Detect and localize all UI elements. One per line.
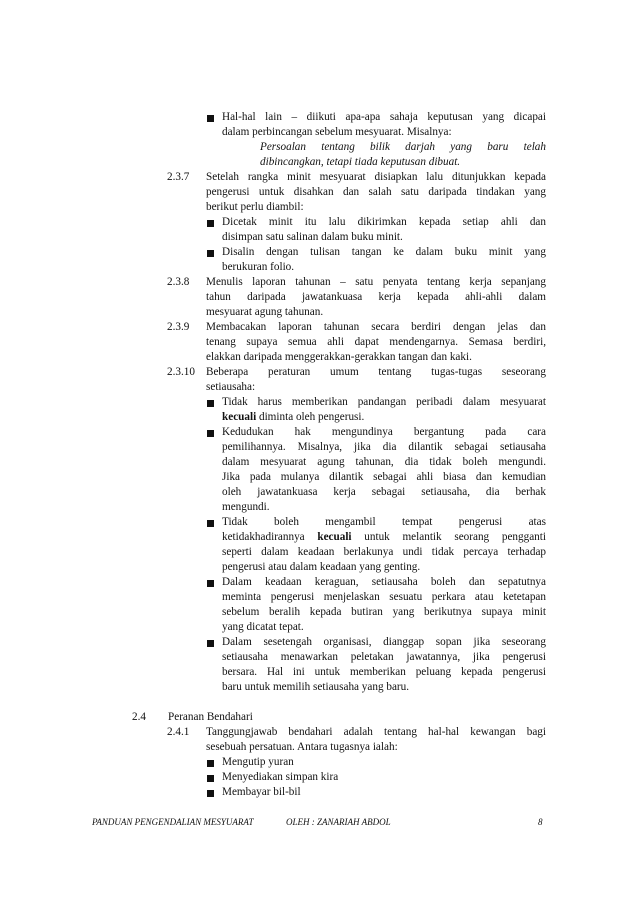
section-number: 2.3.10 [167,366,195,378]
paragraph-line: tahun daripada jawatankuasa kerja kepada ahli-ahli dalam [206,291,546,303]
section-number: 2.4 [132,711,146,723]
paragraph-line: mesyuarat agung tahunan. [206,306,324,318]
example-line: Persoalan tentang bilik darjah yang baru telah [260,141,546,153]
paragraph-line: Tidak harus memberikan pandangan peribadi dalam mesyuarat [222,396,546,408]
section-number: 2.3.7 [167,171,190,183]
paragraph-line: Jika pada mulanya dilantik sebagai ahli biasa dan kemudian [222,471,546,483]
paragraph-line: pengerusi untuk disahkan dan salah satu daripada tindakan yang [206,186,546,198]
section-number: 2.3.9 [167,321,190,333]
paragraph-line: disimpan satu salinan dalam buku minit. [222,231,403,243]
paragraph-line: setiausaha: [206,381,256,393]
emphasis-text: kecuali [222,411,257,423]
paragraph-line: pemilihannya. Misalnya, jika dia dilantik sebagai setiausaha [222,441,546,453]
paragraph-text: ketidakhadirannya [222,531,318,543]
bullet-icon [207,790,214,797]
paragraph-line: elakkan daripada menggerakkan-gerakkan tangan dan kaki. [206,351,472,363]
paragraph-line: mengundi. [222,501,270,513]
bullet-icon [207,760,214,767]
section-number: 2.3.8 [167,276,190,288]
page-number: 8 [538,817,543,827]
paragraph-line: Tidak boleh mengambil tempat pengerusi atas [222,516,546,528]
paragraph-line: Dalam sesetengah organisasi, dianggap sopan jika seseorang [222,636,546,648]
paragraph-line [222,530,546,545]
bullet-icon [207,250,214,257]
paragraph-line: dalam perbincangan sebelum mesyuarat. Misalnya: [222,126,452,138]
paragraph-line: Hal-hal lain – diikuti apa-apa sahaja keputusan yang dicapai [222,111,546,123]
paragraph-text: diminta oleh pengerusi. [256,411,365,423]
paragraph-line: meminta pengerusi menjelaskan sesuatu perkara atau ketetapan [222,591,546,603]
paragraph-line: sebelum beralih kepada butiran yang berikutnya supaya minit [222,606,546,618]
paragraph-line: bersara. Hal ini untuk memberikan peluang kepada pengerusi [222,666,546,678]
paragraph-line: berikut perlu diambil: [206,201,304,213]
footer-author: OLEH : ZANARIAH ABDOL [286,817,391,827]
paragraph-line: baru untuk memilih setiausaha yang baru. [222,681,410,693]
bullet-icon [207,520,214,527]
bullet-icon [207,400,214,407]
paragraph-line: Disalin dengan tulisan tangan ke dalam buku minit yang [222,246,546,258]
paragraph-line: Menulis laporan tahunan – satu penyata tentang kerja sepanjang [206,276,546,288]
paragraph-line: sesebuah persatuan. Antara tugasnya ialah: [206,741,398,753]
paragraph-line: Tanggungjawab bendahari adalah tentang hal-hal kewangan bagi [206,726,546,738]
footer-title: PANDUAN PENGENDALIAN MESYUARAT [92,817,254,827]
bullet-icon [207,115,214,122]
bullet-icon [207,775,214,782]
bullet-icon [207,640,214,647]
paragraph-line: Membacakan laporan tahunan secara berdiri dengan jelas dan [206,321,546,333]
bullet-icon [207,580,214,587]
list-item: Menyediakan simpan kira [222,771,339,783]
paragraph-line: Beberapa peraturan umum tentang tugas-tugas seseorang [206,366,546,378]
list-item: Mengutip yuran [222,756,294,768]
paragraph-line: berukuran folio. [222,261,295,273]
paragraph-line: setiausaha menawarkan peletakan jawatannya, jika pengerusi [222,651,546,663]
paragraph-line [222,410,546,425]
paragraph-line: tenang supaya semua ahli dapat mendengarnya. Semasa berdiri, [206,336,546,348]
paragraph-line: dalam mesyuarat agung tahunan, dia tidak boleh mengundi. [222,456,546,468]
paragraph-line: pengerusi atau dalam keadaan yang genting. [222,561,421,573]
paragraph-line: Dicetak minit itu lalu dikirimkan kepada setiap ahli dan [222,216,546,228]
example-line: dibincangkan, tetapi tiada keputusan dibuat. [260,156,461,168]
bullet-icon [207,430,214,437]
paragraph-line: Kedudukan hak mengundinya bergantung pada cara [222,426,546,438]
section-number: 2.4.1 [167,726,190,738]
paragraph-line: seperti dalam keadaan berlakunya undi tidak percaya terhadap [222,546,546,558]
paragraph-line: Dalam keadaan keraguan, setiausaha boleh dan sepatutnya [222,576,546,588]
paragraph-text: untuk melantik seorang pengganti [351,531,546,543]
paragraph-line: oleh jawatankuasa kerja sebagai setiausaha, dia berhak [222,486,546,498]
bullet-icon [207,220,214,227]
paragraph-line: yang dicatat tepat. [222,621,304,633]
list-item: Membayar bil-bil [222,786,301,798]
section-heading: Peranan Bendahari [168,711,253,723]
emphasis-text: kecuali [317,531,352,543]
paragraph-line: Setelah rangka minit mesyuarat disiapkan lalu ditunjukkan kepada [206,171,546,183]
